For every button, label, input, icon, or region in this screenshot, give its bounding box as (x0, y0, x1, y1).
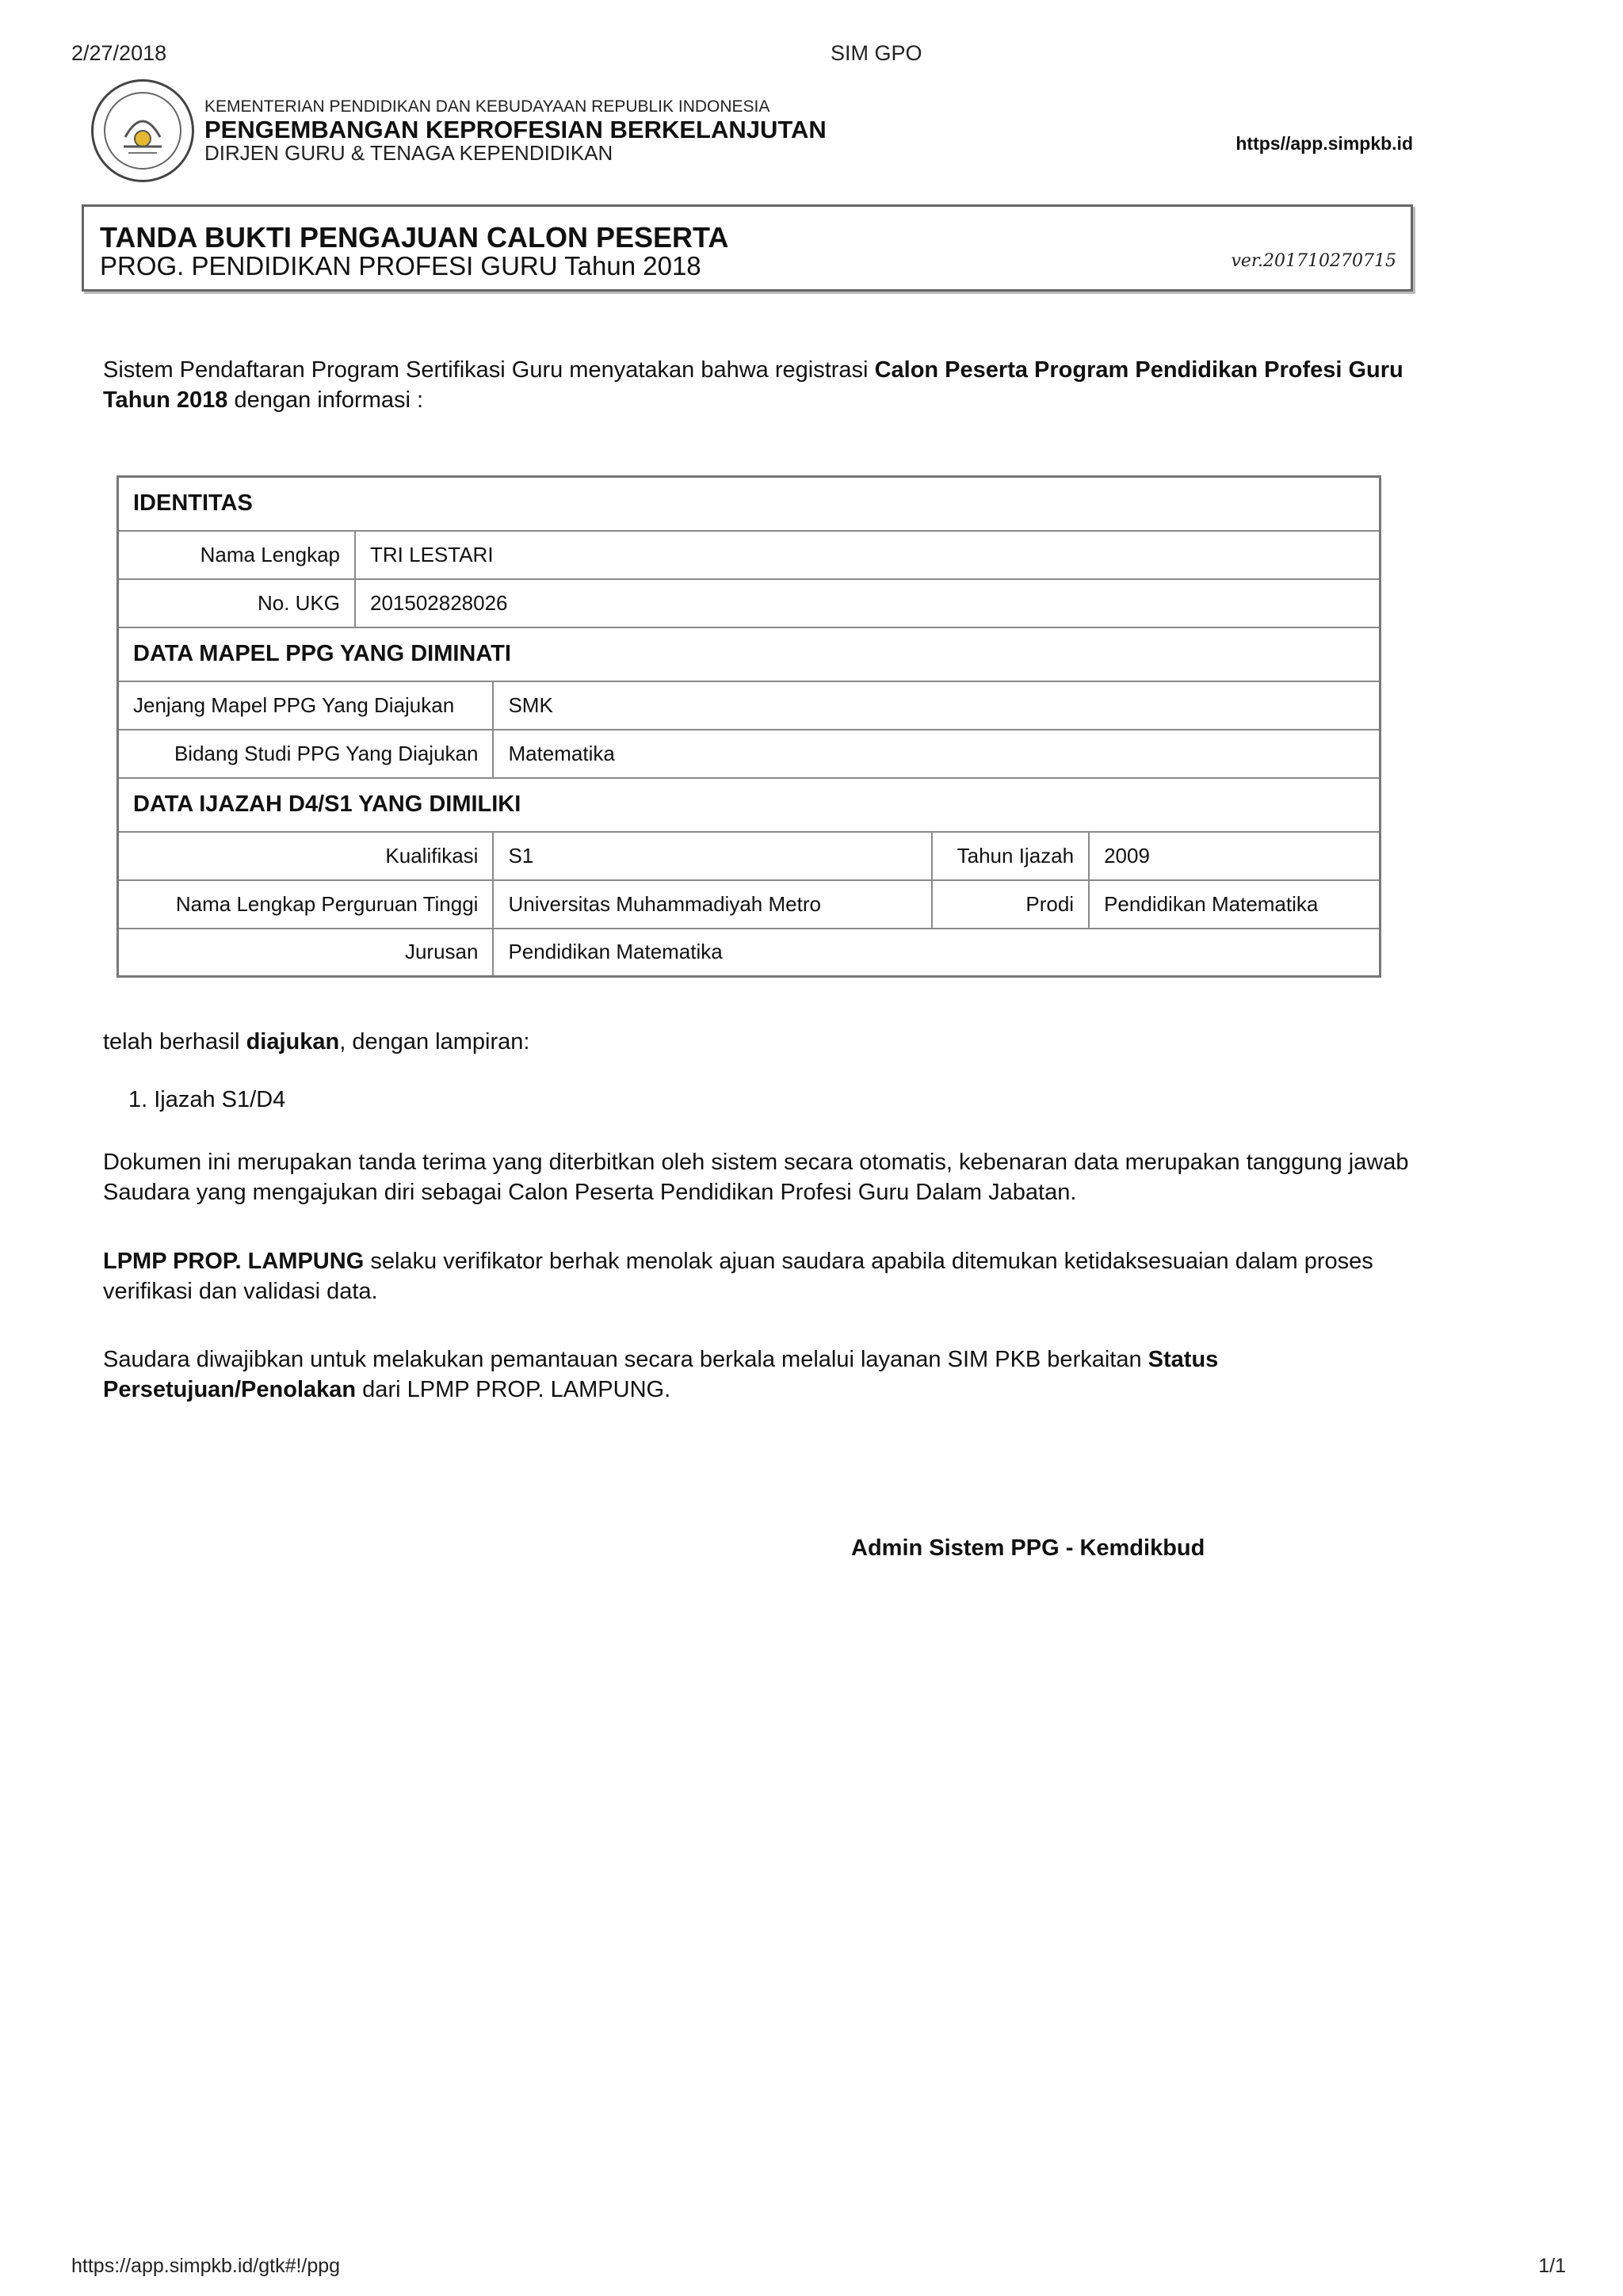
field-value-jenjang: SMK (493, 681, 1380, 730)
table-row (118, 880, 1381, 929)
submitted-statement: telah berhasil diajukan, dengan lampiran: (103, 1029, 530, 1055)
print-page-title: SIM GPO (831, 41, 922, 65)
table-row (118, 681, 1381, 730)
table-row (118, 579, 1381, 627)
field-value-perguruan-tinggi: Universitas Muhammadiyah Metro (493, 880, 932, 929)
field-value-ukg: 201502828026 (355, 579, 1381, 627)
kemendikbud-logo-icon (91, 79, 194, 182)
field-value-kualifikasi: S1 (493, 832, 932, 880)
document-subtitle: PROG. PENDIDIKAN PROFESI GURU Tahun 2018 (100, 251, 701, 280)
field-value-jurusan: Pendidikan Matematika (493, 929, 1380, 977)
section-identitas (118, 477, 1381, 531)
attachment-item: 1. Ijazah S1/D4 (128, 1087, 286, 1112)
field-label: Jurusan (118, 929, 494, 977)
field-value-bidang: Matematika (493, 730, 1380, 778)
field-label: Jenjang Mapel PPG Yang Diajukan (118, 681, 494, 730)
field-value-prodi: Pendidikan Matematika (1089, 880, 1380, 929)
notice-paragraph: Dokumen ini merupakan tanda terima yang diterbitkan oleh sistem secara otomatis, kebenaran data merupakan tanggung jawab Saudara yang mengajukan diri sebagai Calon Peserta Pendidikan Profesi Guru Dalam Jabatan. (103, 1150, 1409, 1205)
program-name: PENGEMBANGAN KEPROFESIAN BERKELANJUTAN (204, 116, 827, 143)
section-header: DATA IJAZAH D4/S1 YANG DIMILIKI (118, 778, 1381, 832)
field-label: No. UKG (118, 579, 356, 627)
intro-paragraph: Sistem Pendaftaran Program Sertifikasi Guru menyatakan bahwa registrasi Calon Peserta Program Pendidikan Profesi Guru Tahun 2018 dengan informasi : (103, 357, 1403, 413)
print-footer-url: https://app.simpkb.id/gtk#!/ppg (71, 2255, 341, 2277)
verifier-paragraph: LPMP PROP. LAMPUNG selaku verifikator berhak menolak ajuan saudara apabila ditemukan ketidaksesuaian dalam proses verifikasi dan validasi data. (103, 1249, 1373, 1304)
document-version: ver.201710270715 (1231, 251, 1396, 271)
table-row (118, 832, 1381, 880)
field-label: Tahun Ijazah (932, 832, 1089, 880)
monitoring-paragraph: Saudara diwajibkan untuk melakukan pemantauan secara berkala melalui layanan SIM PKB berkaitan Status Persetujuan/Penolakan dari LPMP PROP. LAMPUNG. (103, 1347, 1219, 1402)
field-label: Kualifikasi (118, 832, 494, 880)
directorate-name: DIRJEN GURU & TENAGA KEPENDIDIKAN (204, 141, 613, 165)
signature: Admin Sistem PPG - Kemdikbud (851, 1535, 1205, 1561)
ministry-name: KEMENTERIAN PENDIDIKAN DAN KEBUDAYAAN REPUBLIK INDONESIA (204, 97, 770, 116)
table-row (118, 730, 1381, 778)
registration-info-table (116, 475, 1381, 978)
field-label: Nama Lengkap Perguruan Tinggi (118, 880, 494, 929)
site-url: https//app.simpkb.id (1235, 133, 1413, 154)
field-label: Nama Lengkap (118, 531, 356, 579)
section-header: IDENTITAS (118, 477, 1381, 531)
section-ijazah (118, 778, 1381, 832)
document-title-box (82, 204, 1413, 292)
field-label: Bidang Studi PPG Yang Diajukan (118, 730, 494, 778)
section-header: DATA MAPEL PPG YANG DIMINATI (118, 627, 1381, 681)
table-row (118, 929, 1381, 977)
section-mapel (118, 627, 1381, 681)
field-label: Prodi (932, 880, 1089, 929)
print-date: 2/27/2018 (71, 41, 167, 65)
print-page-number: 1/1 (1538, 2255, 1566, 2277)
document-title: TANDA BUKTI PENGAJUAN CALON PESERTA (100, 221, 729, 254)
field-value-tahun: 2009 (1089, 832, 1380, 880)
table-row (118, 531, 1381, 579)
field-value-nama: TRI LESTARI (355, 531, 1381, 579)
